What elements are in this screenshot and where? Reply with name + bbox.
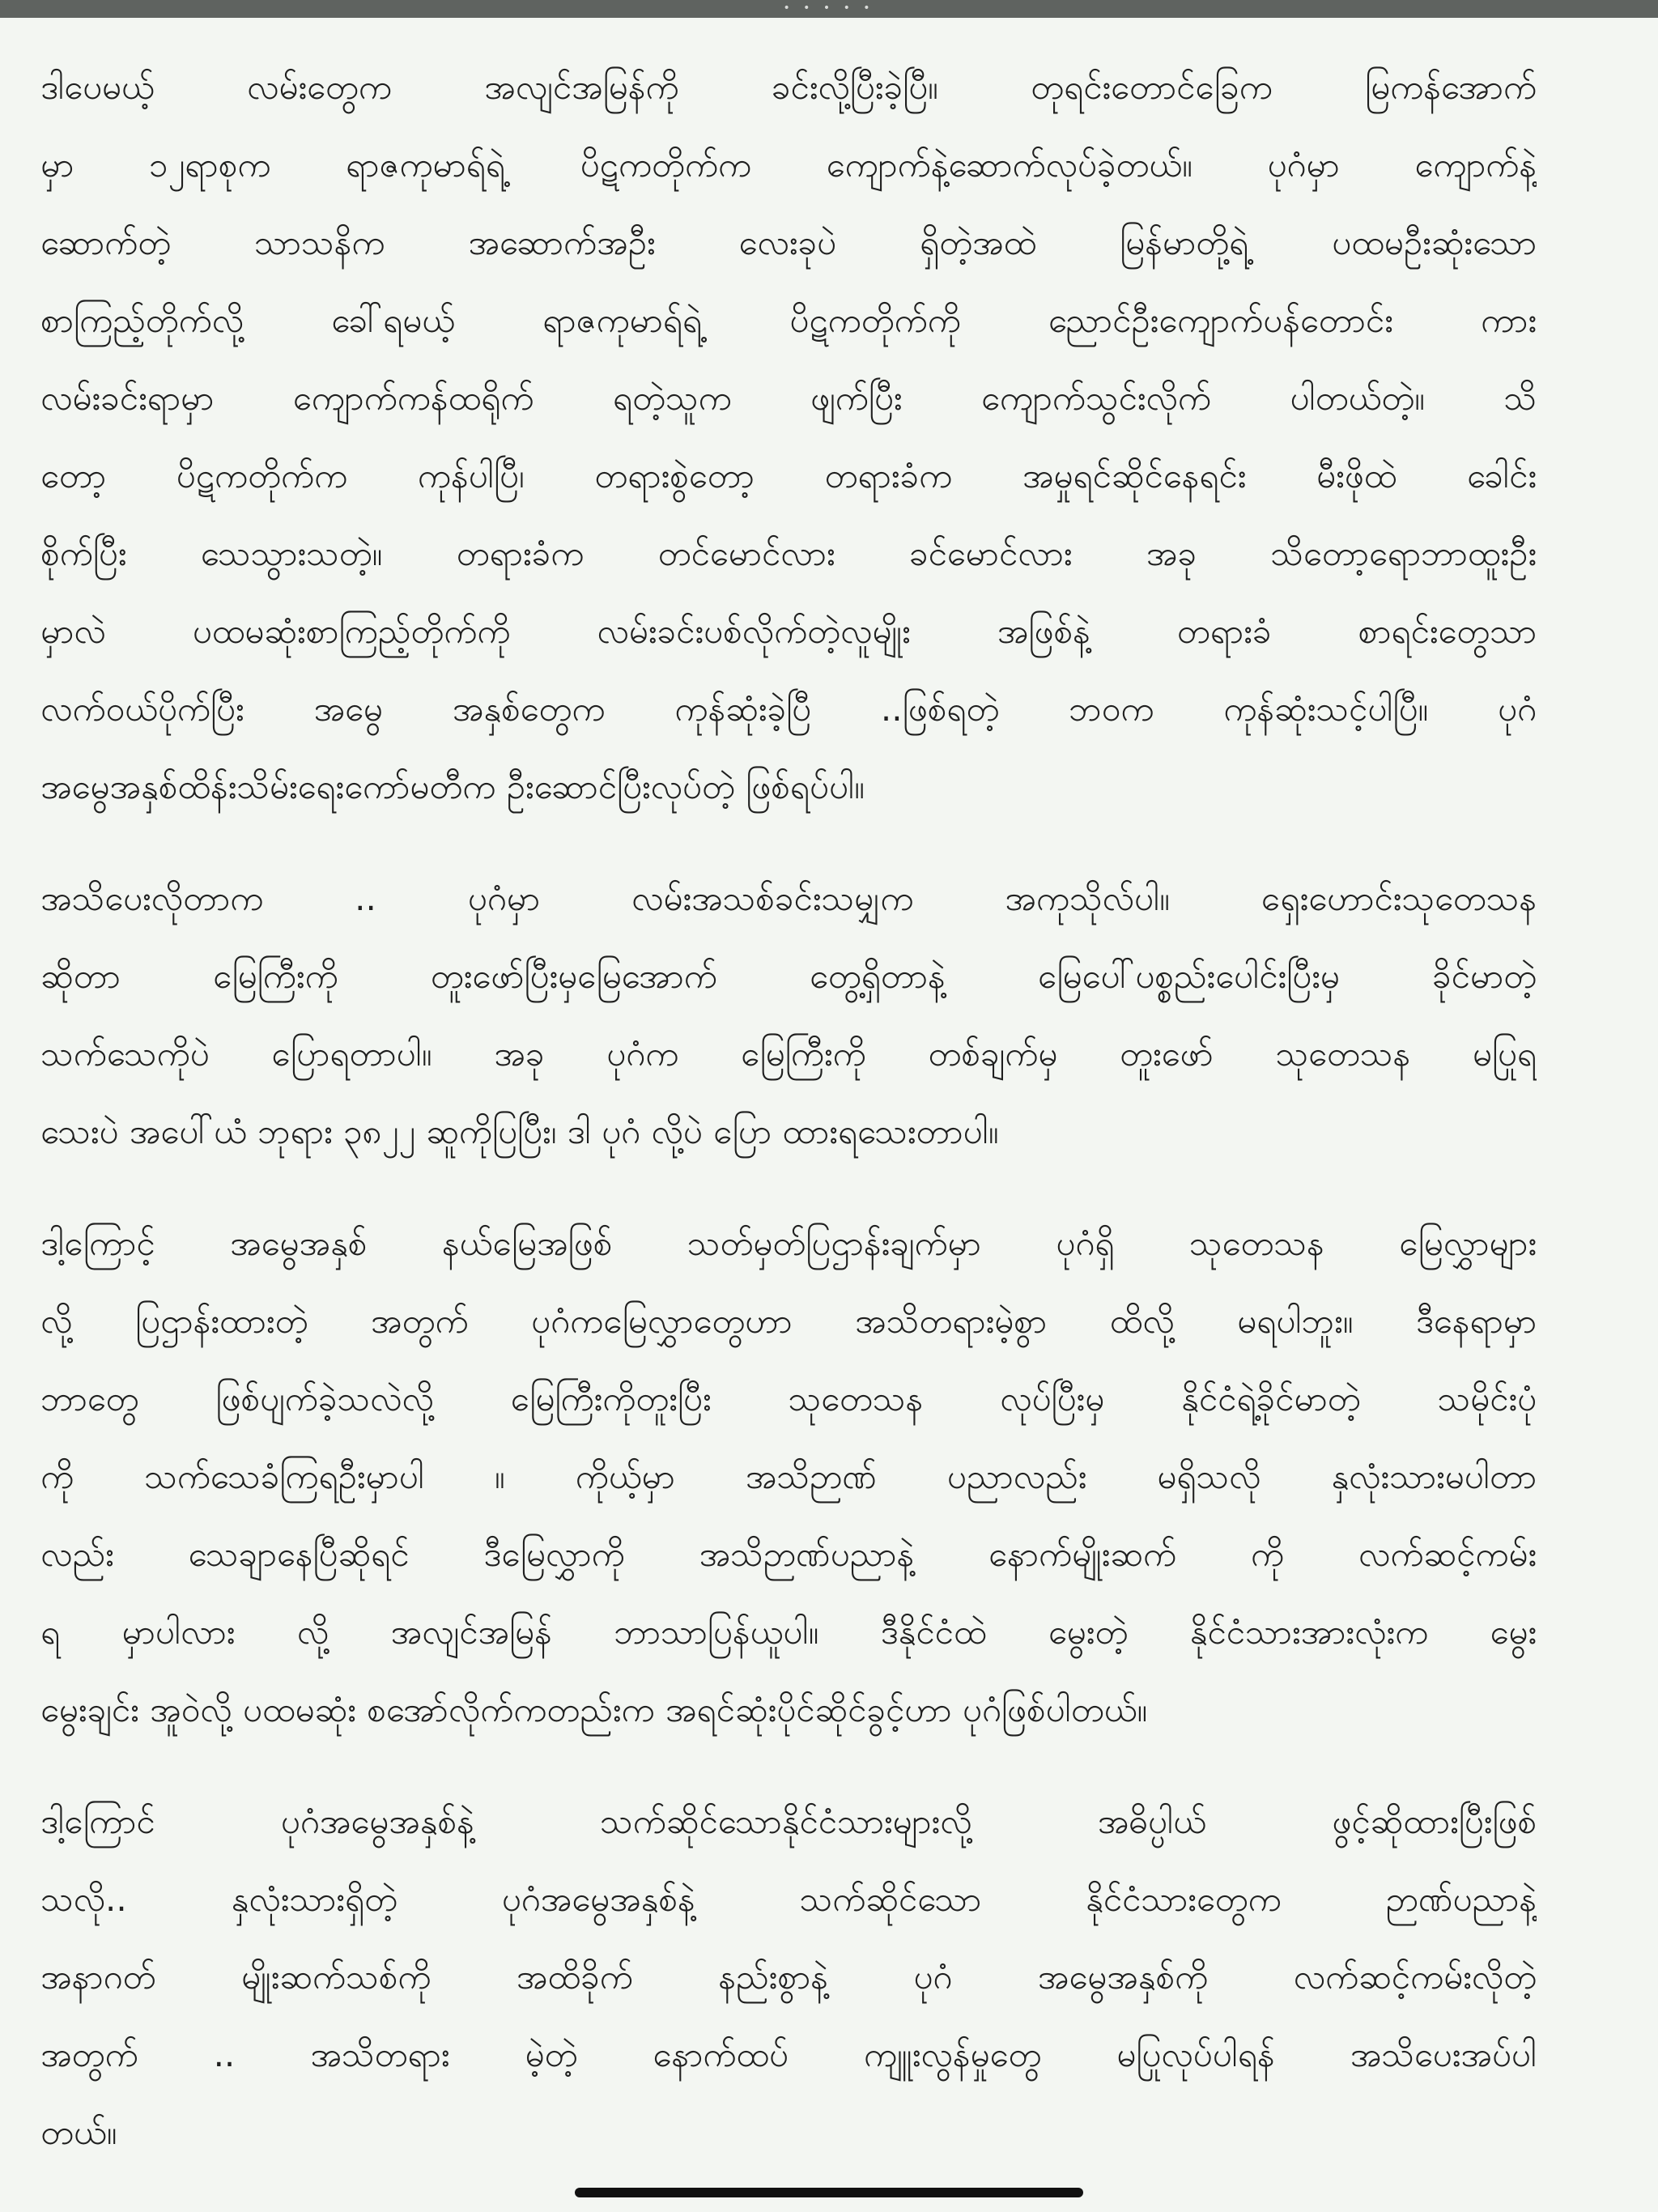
text-line: အတွက် .. အသိတရား မဲ့တဲ့ နောက်ထပ် ကျူးလွန်မှုတွေ မပြုလုပ်ပါရန် အသိပေးအပ်ပါ: [40, 2035, 1537, 2074]
text-line: လို့ ပြဌာန်းထားတဲ့ အတွက် ပုဂံကမြေလွှာတွေဟာ အသိတရားမဲ့စွာ ထိလို့ မရပါဘူး။ ဒီနေရာမှာ: [40, 1301, 1537, 1341]
article-body: [40, 49, 1537, 2206]
text-line: မှာလဲ ပထမဆုံးစာကြည့်တိုက်ကို လမ်းခင်းပစ်လိုက်တဲ့လူမျိုး အဖြစ်နဲ့ တရားခံ စာရင်းတွေသာ: [40, 611, 1537, 651]
status-indicator: • • • • •: [783, 2, 875, 15]
status-bar: [0, 0, 1658, 18]
text-line: ကို သက်သေခံကြရဦးမှာပါ ။ ကိုယ့်မှာ အသိဉာဏ် ပညာလည်း မရှိသလို နှလုံးသားမပါတာ: [40, 1457, 1537, 1496]
text-line: ဆိုတာ မြေကြီးကို တူးဖော်ပြီးမှမြေအောက် တွေ့ရှိတာနဲ့ မြေပေါ်ပစ္စည်းပေါင်းပြီးမှ ခိုင်မာတဲ့: [40, 956, 1537, 996]
text-line: ဘာတွေ ဖြစ်ပျက်ခဲ့သလဲလို့ မြေကြီးကိုတူးပြီး သုတေသန လုပ်ပြီးမှ နိုင်ငံရဲ့ခိုင်မာတဲ့ သမိုင်းပုံ: [40, 1379, 1537, 1419]
paragraph-4: [40, 1783, 1537, 2172]
text-line: တယ်။: [40, 2112, 117, 2152]
text-line: သက်သေကိုပဲ ပြောရတာပါ။ အခု ပုဂံက မြေကြီးကို တစ်ချက်မှ တူးဖော် သုတေသန မပြုရ: [40, 1034, 1537, 1074]
paragraph-3: [40, 1205, 1537, 1749]
text-line: သေးပဲ အပေါ်ယံ ဘုရား ၃၈၂၂ ဆူကိုပြပြီး၊ ဒါ ပုဂံ လို့ပဲ ပြော ထားရသေးတာပါ။: [40, 1112, 999, 1151]
text-line: တော့ ပိဋကတိုက်က ကုန်ပါပြီ၊ တရားစွဲတော့ တရားခံက အမှုရင်ဆိုင်နေရင်း မီးဖိုထဲ ခေါင်း: [40, 456, 1537, 496]
text-line: အသိပေးလိုတာက .. ပုဂံမှာ လမ်းအသစ်ခင်းသမျှက အကုသိုလ်ပါ။ ရှေးဟောင်းသုတေသန: [40, 878, 1537, 918]
text-line: စိုက်ပြီး သေသွားသတဲ့။ တရားခံက တင်မောင်လား ခင်မောင်လား အခု သိတော့ရောဘာထူးဦး: [40, 534, 1537, 573]
text-line: မှာ ၁၂ရာစုက ရာဇကုမာရ်ရဲ့ ပိဋကတိုက်က ကျောက်နဲ့ဆောက်လုပ်ခဲ့တယ်။ ပုဂံမှာ ကျောက်နဲ့: [40, 145, 1537, 185]
home-indicator[interactable]: [575, 2188, 1083, 2197]
text-line: ရ မှာပါလား လို့ အလျင်အမြန် ဘာသာပြန်ယူပါ။ ဒီနိုင်ငံထဲ မွေးတဲ့ နိုင်ငံသားအားလုံးက မွေး: [40, 1612, 1537, 1652]
text-line: အမွေအနှစ်ထိန်းသိမ်းရေးကော်မတီက ဦးဆောင်ပြီးလုပ်တဲ့ ဖြစ်ရပ်ပါ။: [40, 767, 865, 806]
text-line: ဆောက်တဲ့ သာသနိက အဆောက်အဦး လေးခုပဲ ရှိတဲ့အထဲ မြန်မာတို့ရဲ့ ပထမဦးဆုံးသော: [40, 223, 1537, 262]
text-line: လမ်းခင်းရာမှာ ကျောက်ကန်ထရိုက် ရတဲ့သူက ဖျက်ပြီး ကျောက်သွင်းလိုက် ပါတယ်တဲ့။ သိ: [40, 378, 1537, 418]
text-line: သလို.. နှလုံးသားရှိတဲ့ ပုဂံအမွေအနှစ်နဲ့ သက်ဆိုင်သော နိုင်ငံသားတွေက ဉာဏ်ပညာနဲ့: [40, 1879, 1537, 1919]
text-line: စာကြည့်တိုက်လို့ ခေါ်ရမယ့် ရာဇကုမာရ်ရဲ့ ပိဋကတိုက်ကို ညောင်ဦးကျောက်ပန်တောင်း ကား: [40, 300, 1537, 340]
text-line: ဒါ့ကြောင့် အမွေအနှစ် နယ်မြေအဖြစ် သတ်မှတ်ပြဌာန်းချက်မှာ ပုဂံရှိ သုတေသန မြေလွှာများ: [40, 1223, 1537, 1263]
paragraph-1: [40, 49, 1537, 826]
text-line: လက်ဝယ်ပိုက်ပြီး အမွေ အနှစ်တွေက ကုန်ဆုံးခဲ့ပြီ ..ဖြစ်ရတဲ့ ဘဝက ကုန်ဆုံးသင့်ပါပြီ။ ပုဂံ: [40, 689, 1537, 729]
text-line: ဒါပေမယ့် လမ်းတွေက အလျင်အမြန်ကို ခင်းလို့ပြီးခဲ့ပြီ။ တုရင်းတောင်ခြေက မြကန်အောက်: [40, 67, 1537, 107]
text-line: မွေးချင်း အူဝဲလို့ ပထမဆုံး စအော်လိုက်ကတည်းက အရင်ဆုံးပိုင်ဆိုင်ခွင့်ဟာ ပုဂံဖြစ်ပါတယ်။: [40, 1690, 1148, 1729]
text-line: အနာဂတ် မျိုးဆက်သစ်ကို အထိခိုက် နည်းစွာနဲ့ ပုဂံ အမွေအနှစ်ကို လက်ဆင့်ကမ်းလိုတဲ့: [40, 1957, 1537, 1997]
text-line: ဒါ့ကြောင် ပုဂံအမွေအနှစ်နဲ့ သက်ဆိုင်သောနိုင်ငံသားများလို့ အဓိပ္ပါယ် ဖွင့်ဆိုထားပြီးဖြစ်: [40, 1802, 1537, 1841]
text-line: လည်း သေချာနေပြီဆိုရင် ဒီမြေလွှာကို အသိဉာဏ်ပညာနဲ့ နောက်မျိုးဆက် ကို လက်ဆင့်ကမ်း: [40, 1534, 1537, 1574]
paragraph-2: [40, 860, 1537, 1171]
